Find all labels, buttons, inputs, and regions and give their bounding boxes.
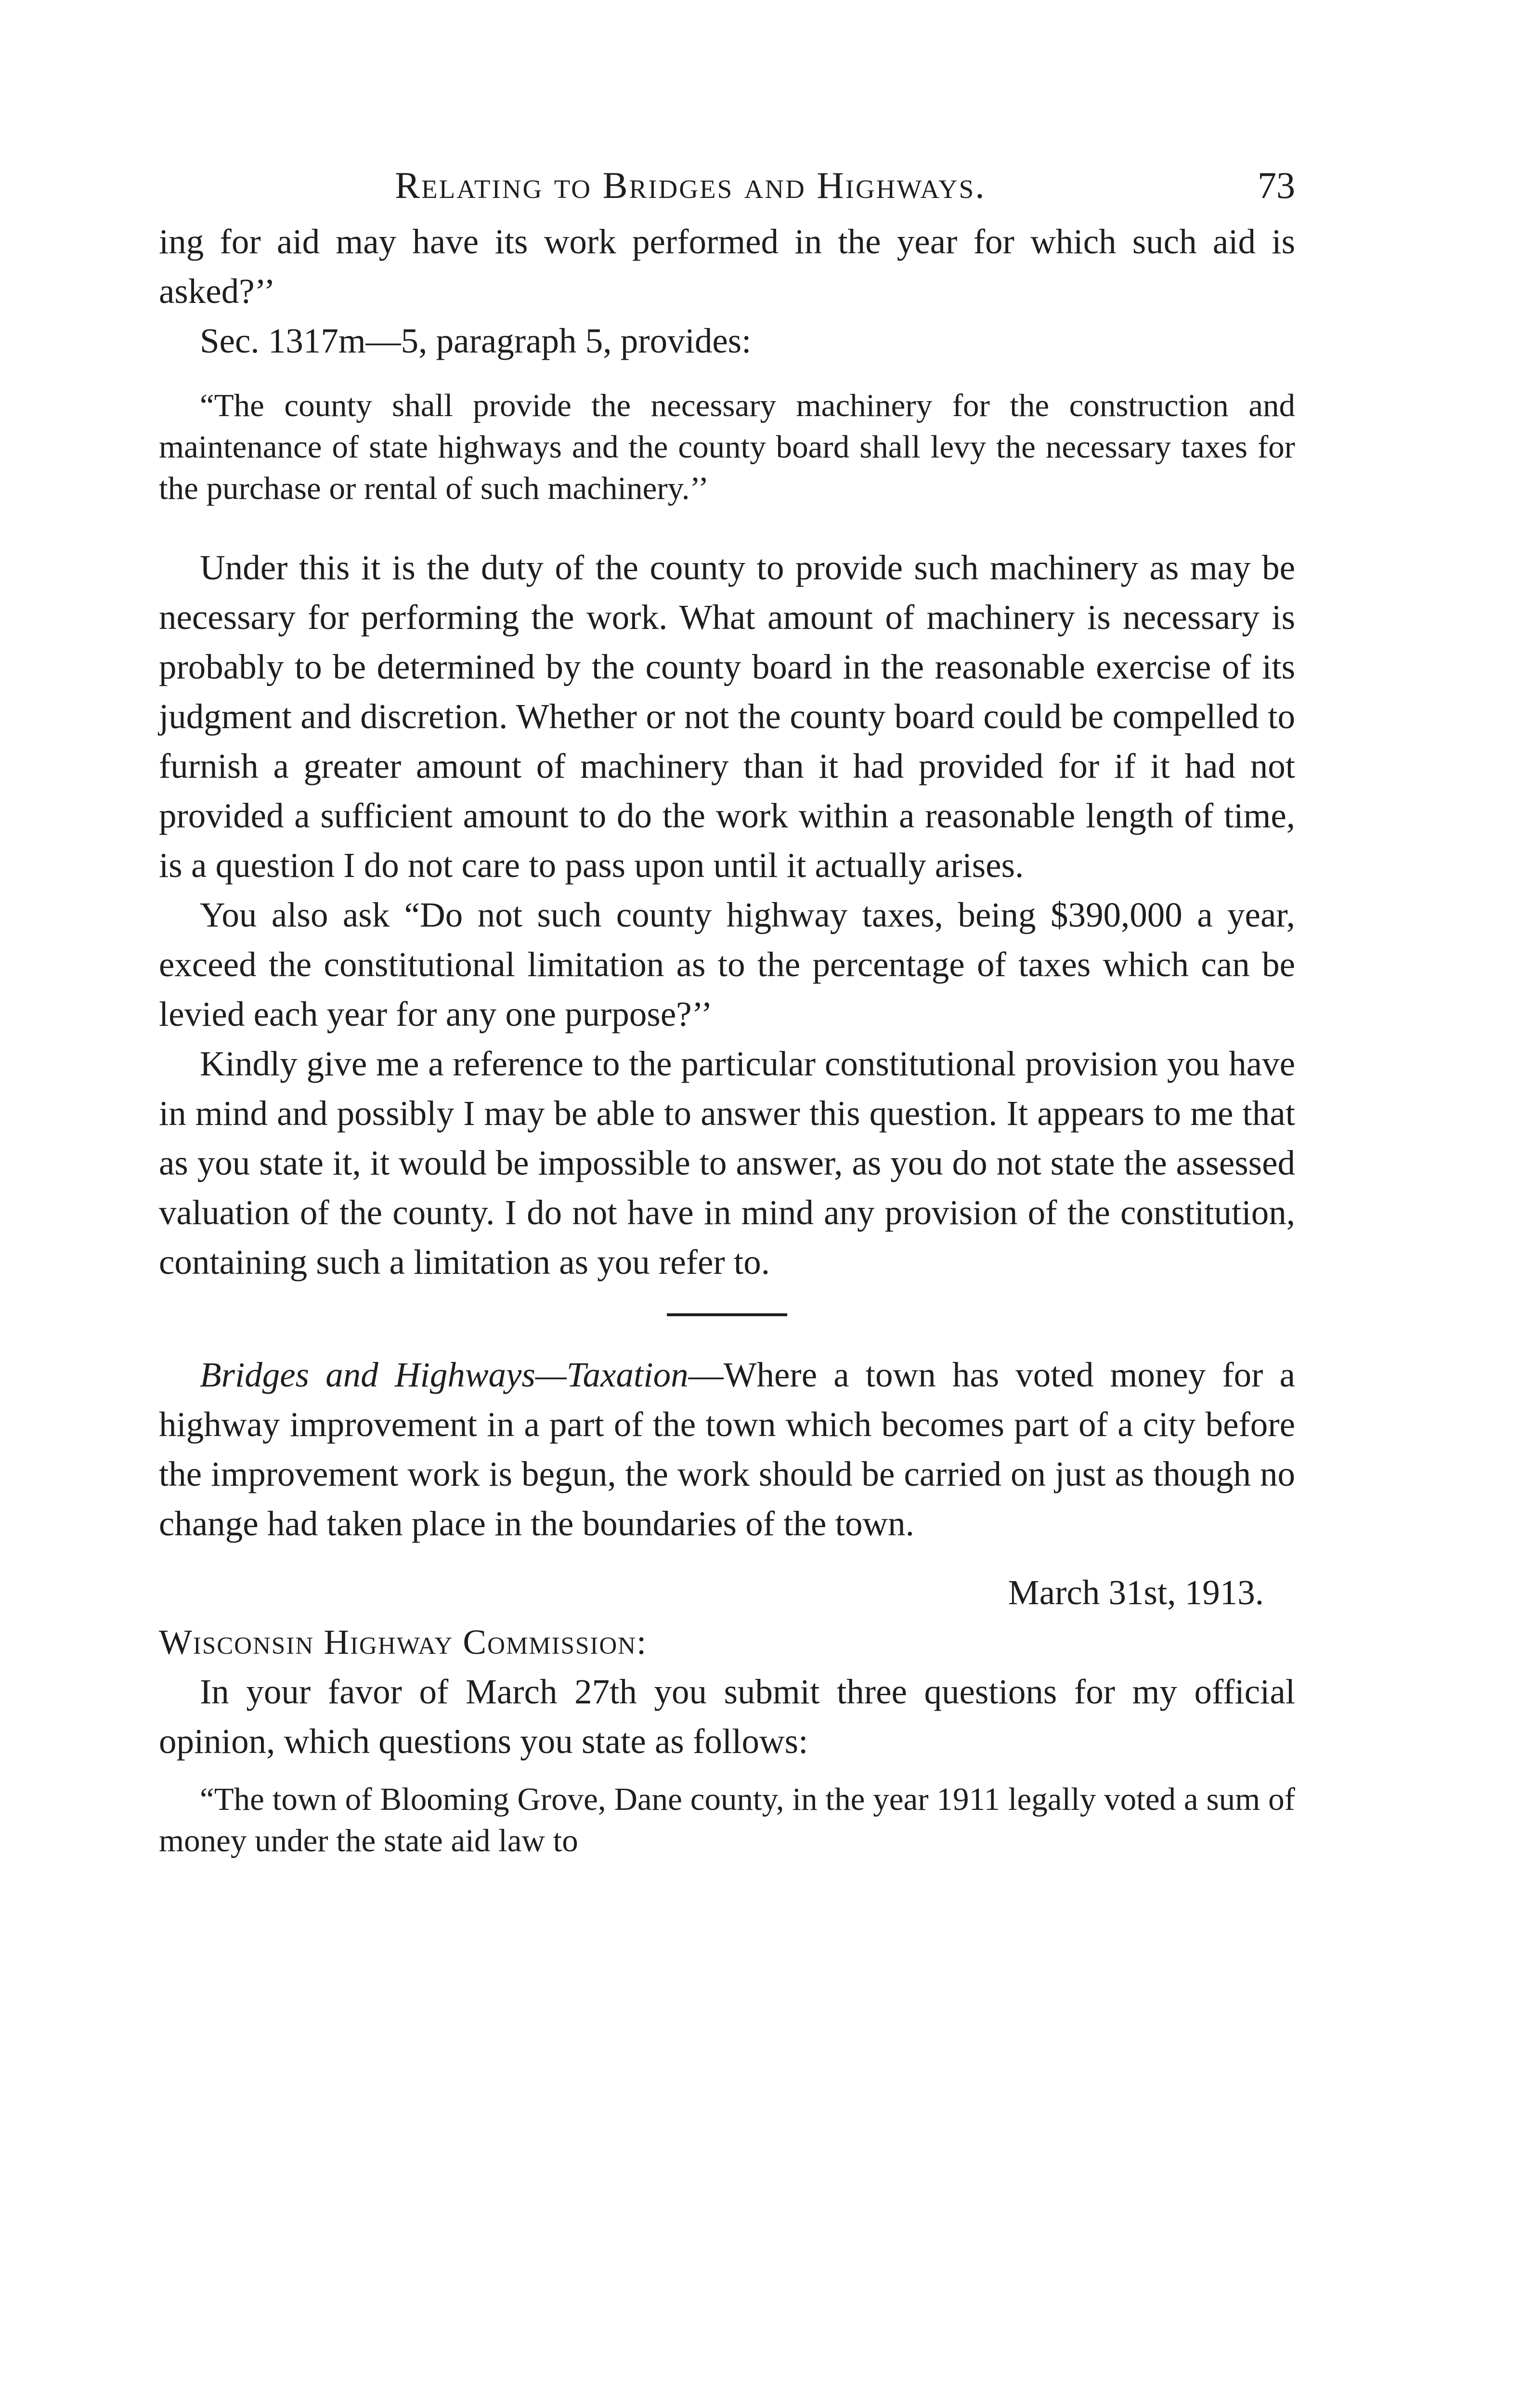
headnote <box>159 1350 1295 1548</box>
continued-paragraph: ing for aid may have its work performed in the year for which such aid is asked?’’ <box>159 222 1295 311</box>
body-paragraph-constitutional: Kindly give me a reference to the particular constitutional provision you have in mind and possibly I may be able to answer this question. It appears to me that as you state it, it would be impossible to answer, as you do not state the assessed valuation of the county. I do not have in mind any provision of the constitution, containing such a limitation as you refer to. <box>159 1044 1295 1282</box>
section-reference: Sec. 1317m—5, paragraph 5, provides: <box>200 321 752 360</box>
letter-quote <box>159 1779 1295 1861</box>
running-head-title: Relating to Bridges and Highways. <box>395 164 986 206</box>
headnote-title: Bridges and Highways—Taxation <box>200 1355 689 1394</box>
section-divider <box>667 1313 787 1316</box>
body-paragraph-taxes-question: You also ask “Do not such county highway taxes, being $390,000 a year, exceed the constitutional limitation as to the percentage of taxes which can be levied each year for any one purpose?’’ <box>159 895 1295 1034</box>
letter-quote-text: “The town of Blooming Grove, Dane county, in the year 1911 legally voted a sum of money under the state aid law to <box>159 1781 1295 1858</box>
headnote-text: —Where a town has voted money for a highway improvement in a part of the town which becomes part of a city before the improvement work is begun, the work should be carried on just as though no change had taken place in the boundaries of the town. <box>159 1355 1295 1543</box>
page-number: 73 <box>1258 164 1295 206</box>
statute-quote <box>159 385 1295 509</box>
page <box>159 164 1295 1876</box>
statute-quote-text: “The county shall provide the necessary machinery for the construction and maintenance of state highways and the county board shall levy the necessary taxes for the purchase or rental of such machinery.’’ <box>159 388 1295 506</box>
running-head <box>159 164 1295 217</box>
letter-salutation: Wisconsin Highway Commission: <box>159 1623 648 1662</box>
letter-paragraph: In your favor of March 27th you submit three questions for my official opinion, which questions you state as follows: <box>159 1672 1295 1761</box>
body-paragraph-duty: Under this it is the duty of the county to provide such machinery as may be necessary for performing the work. What amount of machinery is necessary is probably to be determined by the county board in the reasonable exercise of its judgment and discretion. Whether or not the county board could be compelled to furnish a greater amount of machinery than it had provided for if it had not provided a sufficient amount to do the work within a reasonable length of time, is a question I do not care to pass upon until it actually arises. <box>159 548 1295 885</box>
letter-date: March 31st, 1913. <box>1008 1573 1264 1612</box>
